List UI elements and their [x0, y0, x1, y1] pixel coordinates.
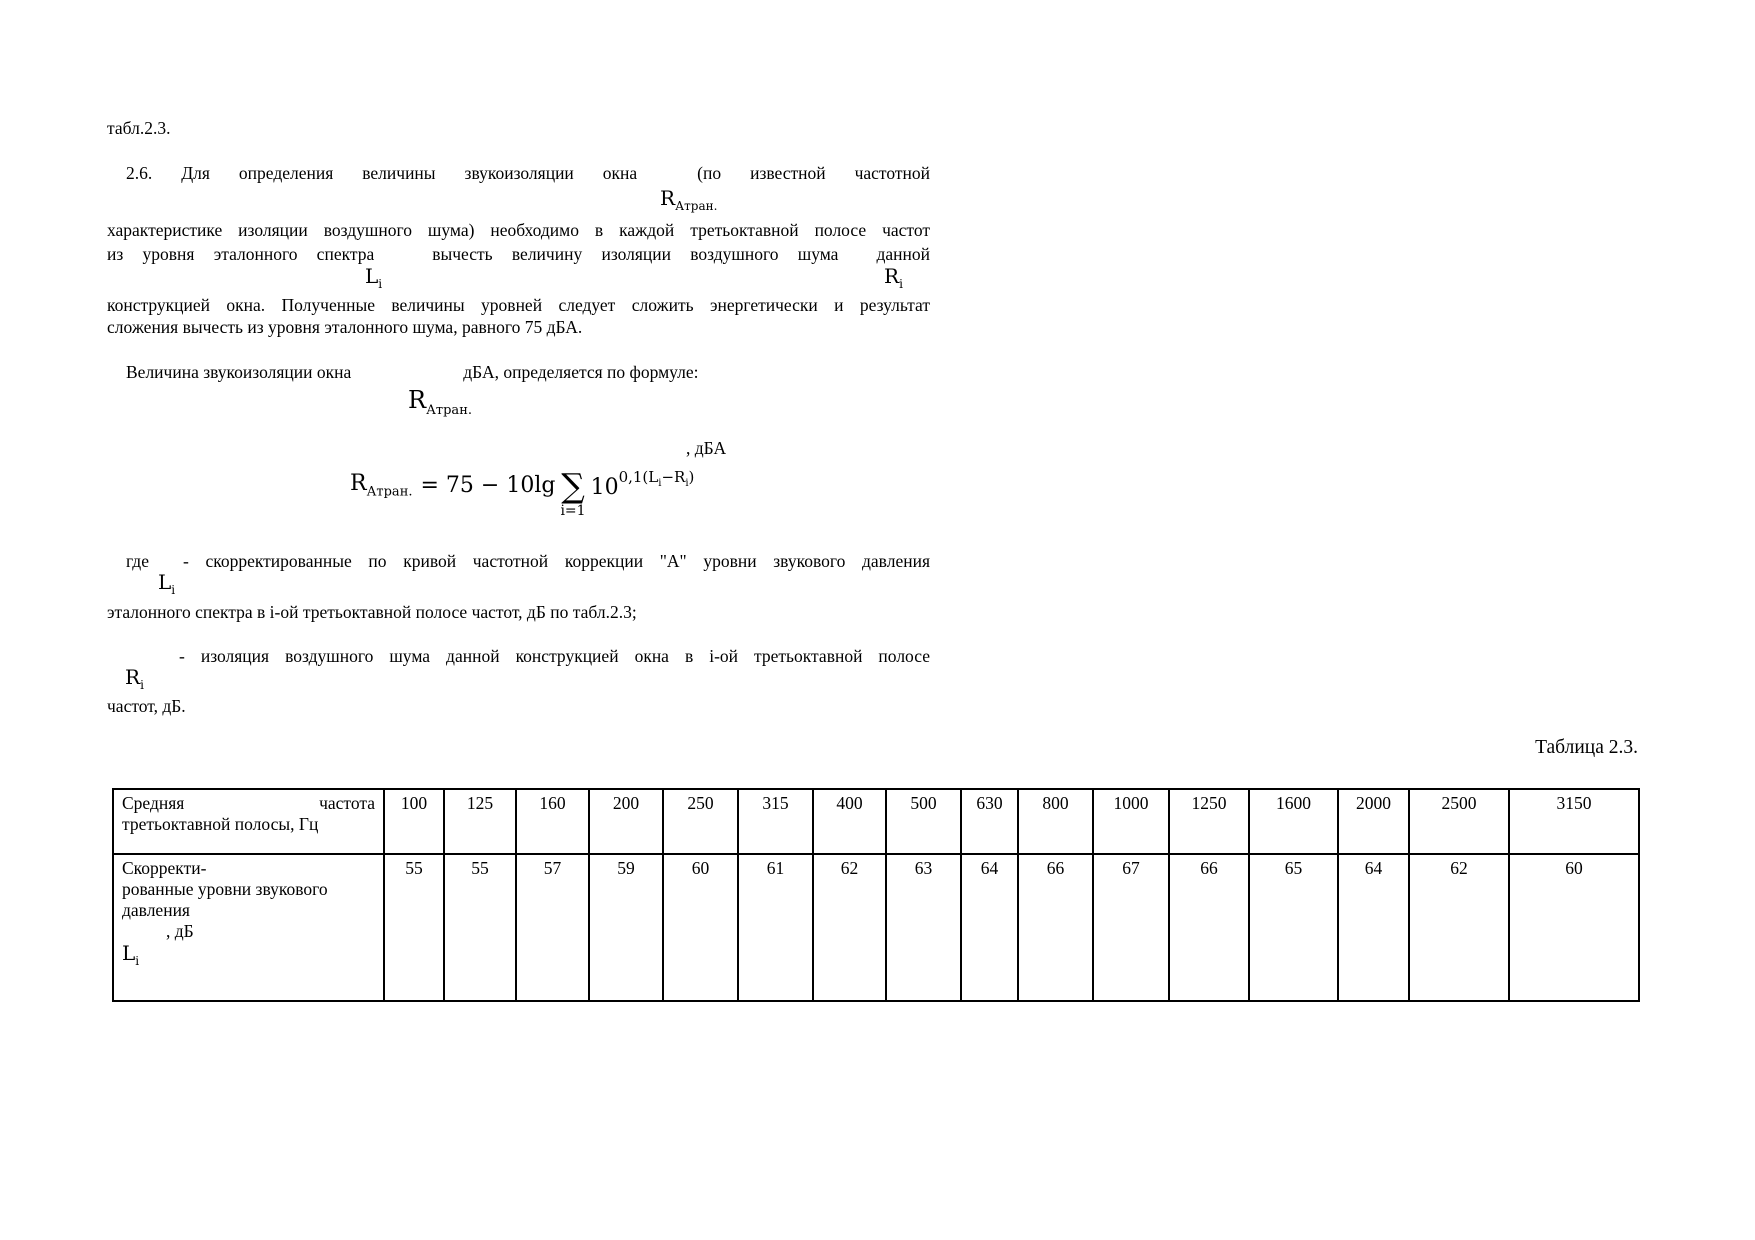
exp-minus: −: [661, 468, 675, 487]
table-caption: Таблица 2.3.: [1535, 737, 1638, 758]
level-value: 59: [589, 854, 663, 1001]
inline-formula-r-i-1: [884, 266, 903, 290]
para-where-line-4: частот, дБ.: [107, 696, 186, 716]
row-label-line-3: давления: [122, 900, 190, 920]
freq-header: 1600: [1249, 789, 1338, 854]
inline-formula-l-i-3: [122, 942, 375, 968]
math-subscript: i: [140, 678, 144, 692]
text-gap: [637, 178, 697, 179]
exp-term1: L: [648, 468, 659, 487]
formula-sigma: [560, 466, 586, 519]
power-base: 10: [590, 475, 619, 501]
inline-formula-r-i-2: [125, 667, 144, 691]
freq-header: 200: [589, 789, 663, 854]
math-base: L: [365, 264, 379, 288]
exp-term1-sub: i: [658, 478, 662, 490]
math-subscript: Атран.: [426, 402, 472, 418]
level-value: 60: [663, 854, 738, 1001]
level-value: 67: [1093, 854, 1169, 1001]
para-2-6-line-3-a: из уровня эталонного спектра: [107, 244, 375, 264]
para-2-6-line-3-c: данной: [876, 244, 930, 264]
para-value-left: Величина звукоизоляции окна: [126, 362, 352, 382]
math-subscript: i: [378, 277, 383, 291]
para-2-6-line-1-left: 2.6. Для определения величины звукоизоляции окна: [126, 163, 638, 183]
text-gap: [838, 259, 876, 260]
inline-formula-l-i-2: [158, 572, 175, 596]
level-value: 64: [1338, 854, 1409, 1001]
para-where-line-3: - изоляция воздушного шума данной конструкцией окна в i-ой третьоктавной полосе: [179, 646, 930, 666]
para-2-6-line-1-right: (по известной частотной: [697, 163, 930, 183]
inline-formula-l-i-1: [365, 266, 382, 290]
math-base: R: [408, 386, 427, 414]
level-value: 64: [961, 854, 1018, 1001]
math-subscript: i: [171, 583, 176, 597]
math-subscript: Атран.: [366, 484, 413, 500]
power-exponent: [618, 468, 695, 490]
row-label-line-1: Скорректи-: [122, 858, 207, 878]
formula-power: [591, 470, 695, 500]
para-where-line-2: эталонного спектра в i-ой третьоктавной полосе частот, дБ по табл.2.3;: [107, 602, 637, 622]
freq-header: 800: [1018, 789, 1093, 854]
table-header-row: [113, 789, 1639, 854]
exp-term2: R: [674, 468, 686, 487]
level-value: 55: [444, 854, 516, 1001]
para-2-6-line-1: [107, 163, 930, 183]
para-value-right: дБА, определяется по формуле:: [463, 362, 699, 382]
levels-table: [112, 788, 1640, 1002]
header-label-line-2: третьоктавной полосы, Гц: [122, 814, 319, 834]
para-2-6-line-4: конструкцией окна. Полученные величины уровней следует сложить энергетически и результат: [107, 295, 930, 315]
row-label-units: , дБ: [166, 921, 194, 941]
table-data-row: [113, 854, 1639, 1001]
where-line-1-text: - скорректированные по кривой частотной коррекции "А" уровни звукового давления: [182, 551, 930, 571]
text-gap: [149, 566, 183, 567]
freq-header: 250: [663, 789, 738, 854]
inline-formula-r-atran-2: [408, 388, 472, 417]
para-where-line-1: [107, 551, 930, 571]
exp-open: 0,1(: [618, 468, 649, 487]
top-table-ref: табл.2.3.: [107, 118, 171, 138]
para-2-6-line-2: характеристике изоляции воздушного шума) необходимо в каждой третьоктавной полосе частот: [107, 220, 930, 240]
text-gap: [374, 259, 432, 260]
level-value: 60: [1509, 854, 1639, 1001]
formula-lhs: [350, 471, 412, 499]
sigma-icon: ∑: [561, 466, 585, 505]
header-label-line-1: Средняя частота: [122, 793, 375, 813]
para-value-line: [107, 362, 930, 382]
freq-header: 500: [886, 789, 961, 854]
math-base: R: [125, 665, 141, 689]
freq-header: 125: [444, 789, 516, 854]
math-base: L: [158, 570, 172, 594]
para-2-6-line-3-b: вычесть величину изоляции воздушного шума: [432, 244, 839, 264]
level-value: 55: [384, 854, 444, 1001]
math-subscript: Атран.: [675, 199, 718, 213]
para-2-6-line-3: [107, 244, 930, 264]
math-subscript: i: [899, 277, 903, 291]
header-label-cell: [113, 789, 384, 854]
math-base: R: [350, 471, 367, 497]
formula-body: = 75 − 10lg: [420, 472, 556, 498]
freq-header: 1000: [1093, 789, 1169, 854]
exp-term2-sub: i: [685, 478, 689, 490]
freq-header: 160: [516, 789, 589, 854]
level-value: 62: [1409, 854, 1509, 1001]
freq-header: 100: [384, 789, 444, 854]
freq-header: 3150: [1509, 789, 1639, 854]
main-formula: [350, 462, 695, 519]
math-subscript: i: [135, 954, 140, 968]
math-base: R: [884, 264, 900, 288]
text-gap: [351, 377, 463, 378]
freq-header: 2500: [1409, 789, 1509, 854]
level-value: 66: [1169, 854, 1249, 1001]
level-value: 61: [738, 854, 813, 1001]
math-base: L: [122, 941, 136, 965]
level-value: 57: [516, 854, 589, 1001]
freq-header: 1250: [1169, 789, 1249, 854]
level-value: 62: [813, 854, 886, 1001]
freq-header: 2000: [1338, 789, 1409, 854]
row-label-line-2: рованные уровни звукового: [122, 879, 328, 899]
level-value: 65: [1249, 854, 1338, 1001]
level-value: 63: [886, 854, 961, 1001]
formula-units: , дБА: [686, 438, 727, 458]
inline-formula-r-atran-1: [660, 188, 717, 212]
math-base: R: [660, 186, 676, 210]
sigma-limit: i=1: [560, 502, 586, 519]
level-value: 66: [1018, 854, 1093, 1001]
exp-close: ): [688, 468, 695, 487]
data-row-label-cell: [113, 854, 384, 1001]
freq-header: 400: [813, 789, 886, 854]
where-word: где: [126, 551, 149, 571]
freq-header: 315: [738, 789, 813, 854]
para-2-6-line-5: сложения вычесть из уровня эталонного шума, равного 75 дБА.: [107, 317, 583, 337]
freq-header: 630: [961, 789, 1018, 854]
